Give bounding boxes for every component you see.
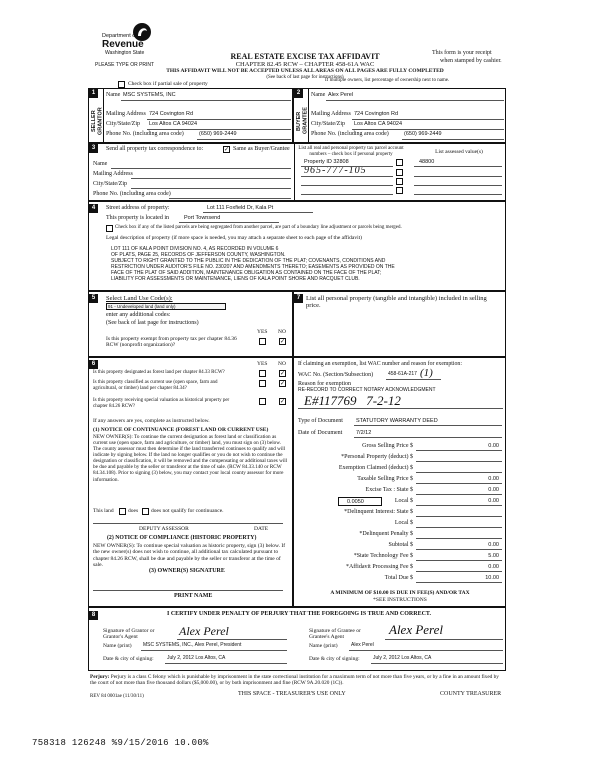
- exemption-handwritten-note: E#117769 7-2-12: [304, 393, 401, 408]
- see-instructions: *SEE INSTRUCTIONS: [373, 597, 427, 603]
- print-name-label: PRINT NAME: [174, 593, 213, 599]
- buyer-mailing[interactable]: 724 Covington Rd: [354, 111, 399, 117]
- affidavit-fee-label: *Affidavit Processing Fee $: [345, 564, 413, 570]
- delinquent-penalty-label: *Delinquent Penalty $: [359, 531, 413, 537]
- land-use-section: [88, 291, 293, 357]
- buyer-phone[interactable]: (650) 969-2449: [404, 131, 442, 137]
- grantee-name[interactable]: Alex Perel: [351, 642, 374, 648]
- exempt-no-checkbox[interactable]: ✓: [280, 339, 286, 345]
- buyer-name[interactable]: Alex Perel: [328, 92, 354, 98]
- historic-yes-checkbox[interactable]: [259, 398, 266, 405]
- perjury-warning: [90, 674, 504, 687]
- taxable-label: Taxable Selling Price $: [357, 476, 413, 482]
- wac-handwritten: (1): [420, 367, 433, 379]
- form-title: REAL ESTATE EXCISE TAX AFFIDAVIT: [230, 52, 380, 61]
- buyer-phone-label: Phone No. (including area code): [311, 131, 389, 137]
- street-label: Street address of property:: [106, 205, 170, 211]
- send-to-label: Send all property tax correspondence to:: [106, 146, 204, 152]
- same-as-buyer-label: Same as Buyer/Grantee: [233, 146, 290, 152]
- personal-property-section: [293, 291, 506, 357]
- section-4-number: 4: [89, 204, 98, 213]
- land-use-label: Select Land Use Code(s):: [106, 295, 173, 302]
- local-rate-box[interactable]: [338, 497, 382, 506]
- certification-section: [88, 607, 506, 671]
- wac-label: WAC No. (Section/Subsection): [298, 372, 374, 378]
- does-label: does: [128, 508, 139, 514]
- current-use-no-checkbox[interactable]: ✓: [280, 381, 286, 387]
- recording-stamp: 758318 126248 %9/15/2016 10.00%: [32, 738, 209, 748]
- owner-signature-label: (3) OWNER(S) SIGNATURE: [149, 568, 225, 574]
- total-due-value[interactable]: 10.00: [485, 575, 499, 581]
- exempt-question: Is this property exempt from property tax per chapter 84.36 RCW (nonprofit organization)?: [106, 336, 237, 349]
- doc-type-label: Type of Document: [298, 418, 343, 424]
- buyer-city[interactable]: Los Altos CA 94024: [354, 121, 403, 127]
- receipt-note-1: This form is your receipt: [432, 50, 492, 56]
- subtotal-label: Subtotal $: [388, 542, 413, 548]
- grantor-name[interactable]: MSC SYSTEMS, INC., Alex Perel, President: [143, 642, 242, 648]
- receipt-note-2: when stamped by cashier.: [440, 58, 502, 64]
- partial-sale-label: Check box if partial sale of property: [128, 81, 208, 87]
- taxable-value[interactable]: 0.00: [488, 476, 499, 482]
- local-value[interactable]: 0.00: [488, 498, 499, 504]
- buyer-name-label: Name: [311, 92, 326, 98]
- certify-statement: I CERTIFY UNDER PENALTY OF PERJURY THAT THE FOREGOING IS TRUE AND CORRECT.: [166, 611, 431, 617]
- grantee-date[interactable]: July 2, 2012 Los Altos, CA: [373, 655, 432, 661]
- notice-continuance-body: NEW OWNER(S): To continue the current designation as forest land or classification as current use (open space, farm and agriculture, or timber) land, you must sign on (3) below. The county assessor must then determine if the land transferred continues to qualify and will indicate by signing below. If the land no longer qualifies or you do not wish to continue the designation or classification, it will be removed and the compensating or additional taxes will be due and payable by the seller or transferor at the time of sale. (RCW 84.33.140 or RCW 84.34.108). Prior to signing (3) below, you may contact your local county assessor for more information.: [93, 434, 288, 483]
- seller-mailing-label: Mailing Address: [106, 111, 146, 117]
- corr-phone-label: Phone No. (including area code): [93, 191, 171, 197]
- forest-no-checkbox[interactable]: ✓: [280, 371, 286, 377]
- tax-calculation-section: [293, 357, 506, 607]
- street-value[interactable]: Lot 111 Foxfield Dr, Kala Pt: [207, 205, 274, 211]
- grantor-date-label: Date & city of signing:: [103, 656, 154, 662]
- section-7-number: 7: [294, 294, 303, 303]
- seller-name-label: Name: [106, 92, 121, 98]
- doc-date-label: Date of Document: [298, 430, 343, 436]
- minimum-fee-note: A MINIMUM OF $10.00 IS DUE IN FEE(S) AND/OR TAX: [330, 590, 470, 596]
- located-value[interactable]: Port Townsend: [184, 215, 221, 221]
- seller-city-label: City/State/Zip: [106, 121, 140, 127]
- parcel-1-checkbox[interactable]: [396, 159, 403, 166]
- property-location-section: [88, 201, 506, 291]
- subtotal-value[interactable]: 0.00: [488, 542, 499, 548]
- buyer-section: [293, 88, 506, 143]
- multiple-owners-note: If multiple owners, list percentage of ownership next to name.: [325, 78, 450, 83]
- perjury-label: Perjury:: [90, 674, 110, 680]
- grantor-name-label: Name (print): [103, 643, 132, 649]
- grantor-date[interactable]: July 2, 2012 Los Altos, CA: [167, 655, 226, 661]
- historic-question: Is this property receiving special valuation as historical property per chapter 84.26 RCW?: [93, 398, 230, 409]
- sec5-no-header: NO: [278, 329, 286, 335]
- does-not-label: does not qualify for continuance.: [151, 508, 224, 514]
- grantee-signature-label: Signature of Grantee or Grantee's Agent: [309, 628, 361, 641]
- deputy-assessor-label: DEPUTY ASSESSOR: [139, 526, 189, 532]
- form-warning: THIS AFFIDAVIT WILL NOT BE ACCEPTED UNLESS ALL AREAS ON ALL PAGES ARE FULLY COMPLETED: [166, 68, 444, 74]
- sec5-yes-header: YES: [257, 329, 268, 335]
- segregated-checkbox[interactable]: [106, 225, 113, 232]
- sec6-no-header: NO: [278, 361, 286, 367]
- legal-line-5: FACE OF THE PLAT OF SAID ADDITION, MAINTENANCE OBLIGATION AS CONTAINED ON THE FACE OF THE PLAT;: [111, 270, 382, 276]
- legal-line-1: LOT 111 OF KALA POINT DIVISION NO. 4, AS RECORDED IN VOLUME 6: [111, 246, 279, 252]
- land-use-see-back: (See back of last page for instructions): [106, 320, 199, 326]
- forest-question: Is this property designated as forest land per chapter 84.33 RCW?: [93, 370, 225, 375]
- historic-no-checkbox[interactable]: ✓: [280, 399, 286, 405]
- legal-line-4: RESTRICTION UNDER AUDITOR'S FILE NO. 230207 AND AMENDMENTS THERETO; EASEMENTS AS PROVIDED ON THE: [111, 264, 395, 270]
- personal-property-label: *Personal Property (deduct) $: [341, 454, 413, 460]
- exempt-yes-checkbox[interactable]: [259, 338, 266, 345]
- corr-name-label: Name: [93, 161, 108, 167]
- department-logo: [102, 22, 162, 62]
- see-back-note: (See back of last page for instructions): [266, 75, 344, 80]
- local-label: Local $: [394, 498, 413, 504]
- total-due-label: Total Due $: [384, 575, 413, 581]
- notice-compliance-body: NEW OWNER(S): To continue special valuation as historic property, sign (3) below. If the new owner(s) does not wish to continue, all additional tax calculated pursuant to chapter 84.26 RCW, shall be due and payable by the seller or transferor at the time of sale.: [93, 543, 286, 568]
- buyer-side-label: BUYER GRANTEE: [296, 107, 309, 135]
- dept-line3: Washington State: [105, 50, 145, 56]
- parcel-2-checkbox[interactable]: [396, 169, 403, 176]
- personal-property-text: List all personal property (tangible and intangible) included in selling price.: [306, 295, 487, 310]
- excise-state-label: Excise Tax : State $: [365, 487, 413, 493]
- gross-label: Gross Selling Price $: [362, 443, 413, 449]
- does-not-qualify-checkbox[interactable]: [142, 508, 149, 515]
- partial-sale-checkbox[interactable]: [118, 81, 125, 88]
- parcel-2-handwritten: 965-777-105: [304, 165, 367, 176]
- parcel-3-checkbox[interactable]: [396, 178, 403, 185]
- buyer-city-label: City/State/Zip: [311, 121, 345, 127]
- treasurer-use-label: THIS SPACE - TREASURER'S USE ONLY: [238, 691, 346, 697]
- segregated-label: Check box if any of the listed parcels are being segregated from another parcel, are part of a boundary line adjustment or parcels being merged.: [115, 225, 402, 230]
- seller-name[interactable]: MSC SYSTEMS, INC: [123, 92, 176, 98]
- tech-fee-label: *State Technology Fee $: [353, 553, 413, 559]
- tech-fee-value[interactable]: 5.00: [488, 553, 499, 559]
- section-2-number: 2: [294, 89, 303, 98]
- legal-line-2: OF PLATS, PAGE 25, RECORDS OF JEFFERSON COUNTY, WASHINGTON.: [111, 252, 286, 258]
- gross-value[interactable]: 0.00: [488, 443, 499, 449]
- section-6-number: 6: [89, 360, 98, 369]
- excise-state-value[interactable]: 0.00: [488, 487, 499, 493]
- if-any-yes: If any answers are yes, complete as instructed below.: [93, 418, 210, 424]
- land-use-value: 91 - Undeveloped land (land only): [108, 304, 176, 309]
- grantee-signature: Alex Perel: [389, 622, 444, 637]
- correspondence-section: [88, 143, 506, 201]
- buyer-mailing-label: Mailing Address: [311, 111, 351, 117]
- section-8-number: 8: [89, 611, 98, 620]
- section-1-number: 1: [89, 89, 98, 98]
- same-as-buyer-checkbox[interactable]: ✓: [224, 147, 230, 153]
- forest-current-use-section: [88, 357, 293, 607]
- seller-phone-label: Phone No. (including area code): [106, 131, 184, 137]
- parcel-1[interactable]: Property ID 32808: [304, 159, 349, 165]
- land-use-select[interactable]: [106, 303, 226, 310]
- grantee-name-label: Name (print): [309, 643, 338, 649]
- local-rate-value: 0.0050: [347, 499, 364, 505]
- seller-phone[interactable]: (650) 969-2449: [199, 131, 237, 137]
- assessed-1[interactable]: 48800: [419, 159, 435, 165]
- parcel-header: List all real and personal property tax parcel account numbers – check box if personal property: [298, 146, 404, 157]
- does-qualify-checkbox[interactable]: [119, 508, 126, 515]
- exemption-claimed-label: Exemption Claimed (deduct) $: [338, 465, 413, 471]
- county-treasurer-label: COUNTY TREASURER: [440, 691, 502, 697]
- assessed-header: List assessed value(s): [435, 149, 483, 155]
- corr-mailing-label: Mailing Address: [93, 171, 133, 177]
- exemption-claim-label: If claiming an exemption, list WAC number and reason for exemption:: [298, 361, 462, 367]
- seller-mailing[interactable]: 724 Covington Rd: [149, 111, 194, 117]
- this-land-label: This land: [93, 508, 114, 514]
- reason-value[interactable]: RE-RECORD TO CORRECT NOTARY ACKNOWLEDGMENT: [298, 387, 436, 393]
- grantor-signature-label: Signature of Grantor or Grantor's Agent: [103, 628, 155, 641]
- dept-line2: Revenue: [102, 39, 144, 50]
- legal-line-3: SUBJECT TO RIGHT GRANTED TO THE PUBLIC IN THE DEDICATION OF THE PLAT; COVENANTS, CONDITIONS AND: [111, 258, 386, 264]
- revision-code: REV 84 0001ae (11/30/11): [90, 694, 144, 699]
- doc-type-value[interactable]: STATUTORY WARRANTY DEED: [356, 418, 438, 424]
- parcel-4-checkbox[interactable]: [396, 187, 403, 194]
- section-3-number: 3: [89, 144, 98, 153]
- section-5-number: 5: [89, 294, 98, 303]
- deputy-date-label: DATE: [254, 526, 269, 532]
- legal-line-6: LIABILITY FOR ASSESSMENTS OR MAINTENANCE, LIENS OF KALA POINT SHORE AND RACQUET CLUB.: [111, 276, 360, 282]
- legal-label: Legal description of property (if more space is needed, you may attach a separate sheet to each page of the affidavit): [106, 235, 362, 241]
- doc-date-value[interactable]: 7/2/12: [356, 430, 372, 436]
- forest-yes-checkbox[interactable]: [259, 370, 266, 377]
- seller-city[interactable]: Los Altos CA 94024: [149, 121, 198, 127]
- sec6-yes-header: YES: [257, 361, 268, 367]
- delinquent-interest-label: *Delinquent Interest: State $: [344, 509, 413, 515]
- wac-value[interactable]: 458-61A-217: [388, 371, 417, 377]
- notice-continuance-title: (1) NOTICE OF CONTINUANCE (FOREST LAND OR CURRENT USE): [93, 427, 269, 433]
- affidavit-fee-value[interactable]: 0.00: [488, 564, 499, 570]
- please-type-note: PLEASE TYPE OR PRINT: [95, 62, 155, 68]
- form-chapter: CHAPTER 82.45 RCW – CHAPTER 458-61A WAC: [235, 61, 375, 68]
- grantor-signature: Alex Perel: [179, 624, 229, 638]
- perjury-text: Perjury is a class C felony which is punishable by imprisonment in the state correctional institution for a maximum term of not more than five years, or by a fine in an amount fixed by the court of not more than five thousand dollars ($5,000.00), or by both imprisonment and fine (RCW 9A.20.020 (1C)).: [90, 674, 499, 687]
- located-label: This property is located in: [106, 215, 169, 221]
- current-use-yes-checkbox[interactable]: [259, 380, 266, 387]
- notice-compliance-title: (2) NOTICE OF COMPLIANCE (HISTORIC PROPERTY): [107, 535, 257, 541]
- seller-section: [88, 88, 293, 143]
- reason-label: Reason for exemption: [298, 381, 351, 387]
- additional-codes-label: enter any additional codes:: [106, 312, 171, 318]
- grantee-date-label: Date & city of signing:: [309, 656, 360, 662]
- dept-line1: Department of: [102, 33, 137, 39]
- seller-side-label: SELLER GRANTOR: [91, 107, 104, 135]
- delinquent-local-label: Local $: [394, 520, 413, 526]
- corr-city-label: City/State/Zip: [93, 181, 127, 187]
- current-use-question: Is this property classified as current use (open space, farm and agricultural, or timber) land per chapter 84.34?: [93, 380, 218, 391]
